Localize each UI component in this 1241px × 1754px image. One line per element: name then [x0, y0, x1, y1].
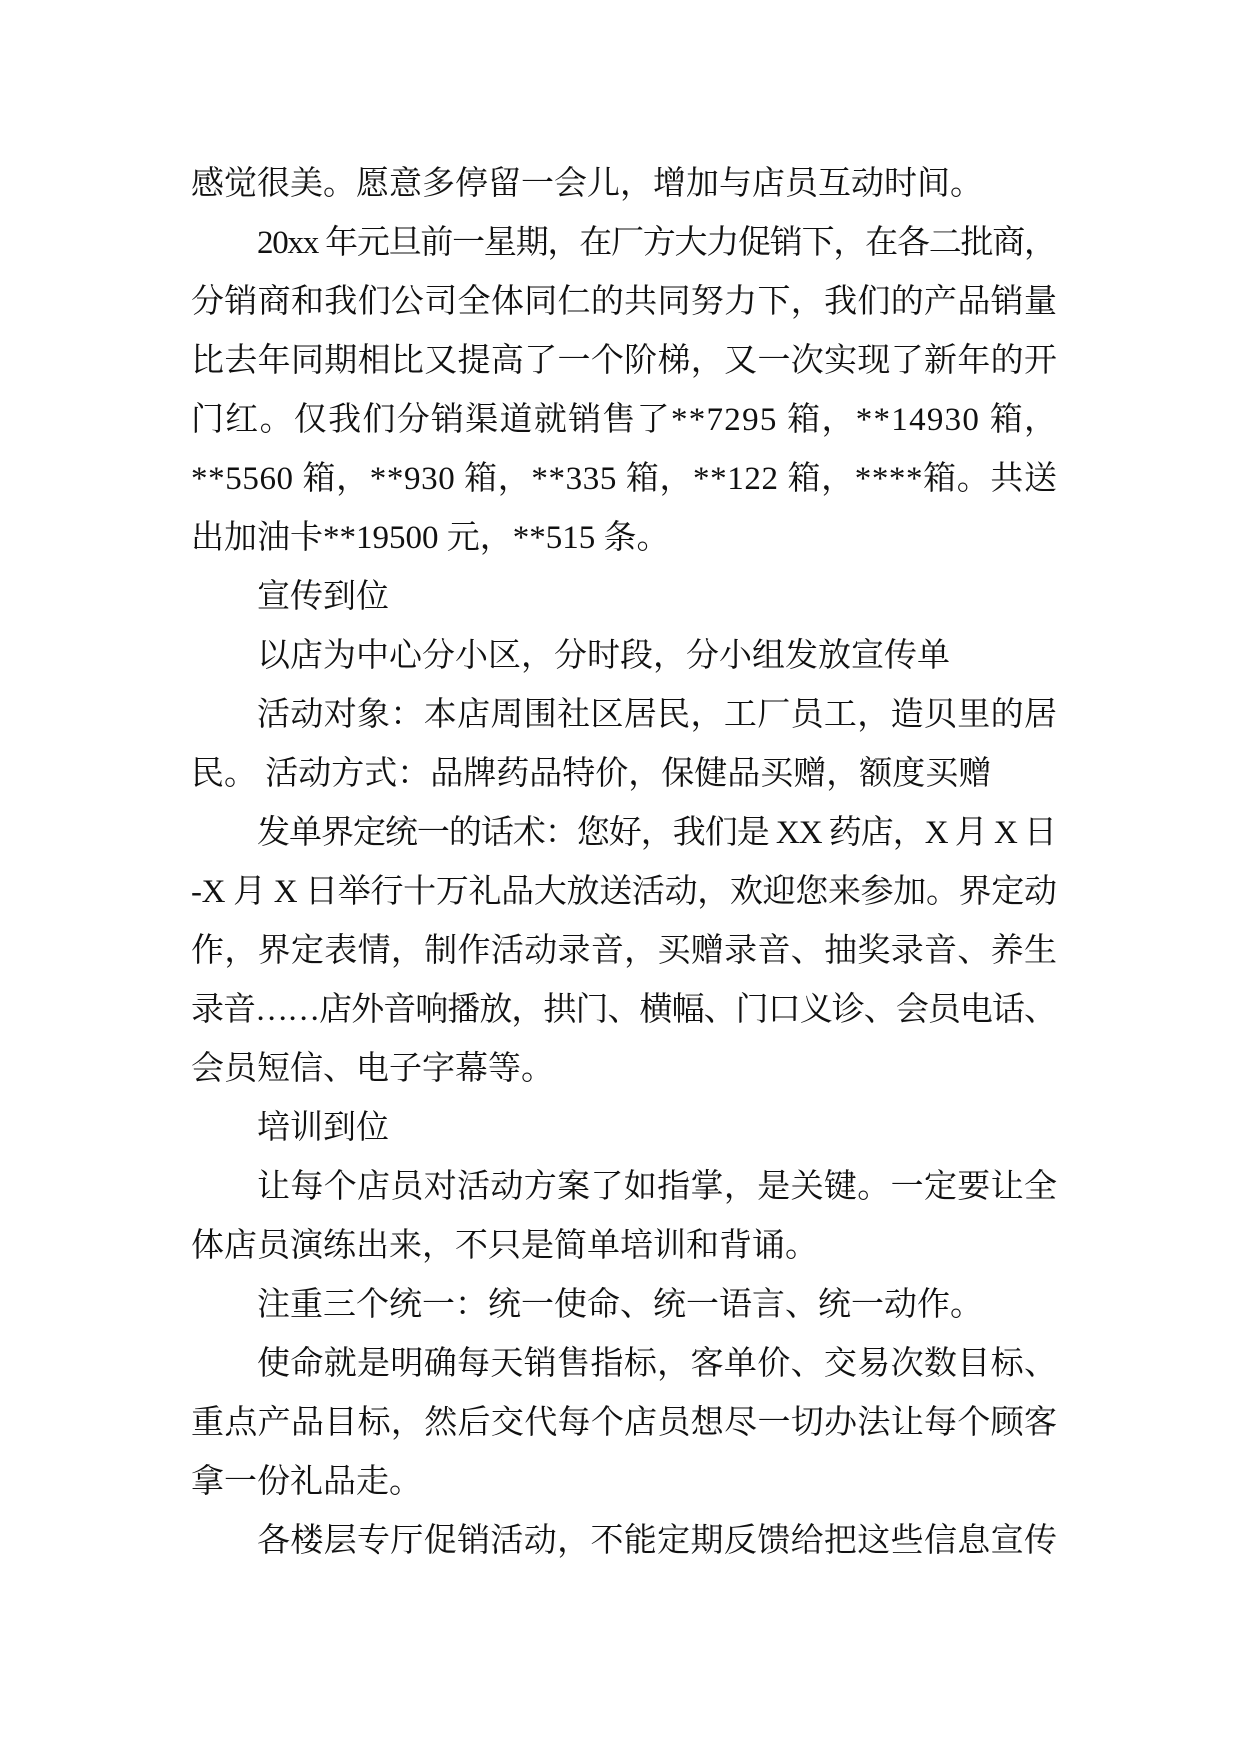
text-line: 民。 活动方式：品牌药品特价，保健品买赠，额度买赠	[191, 756, 992, 792]
text-line: 分销商和我们公司全体同仁的共同努力下，我们的产品销量	[191, 284, 1058, 320]
text-line: -X 月 X 日举行十万礼品大放送活动，欢迎您来参加。界定动	[191, 874, 1057, 910]
paragraph	[191, 804, 1057, 1099]
document-body	[191, 155, 1057, 1571]
text-line: 作，界定表情，制作活动录音，买赠录音、抽奖录音、养生	[191, 933, 1058, 969]
text-line: 发单界定统一的话术：您好，我们是 XX 药店，X 月 X 日	[257, 815, 1056, 851]
paragraph	[191, 1512, 1057, 1571]
text-line: 让每个店员对活动方案了如指掌，是关键。一定要让全	[257, 1169, 1058, 1205]
text-line: 各楼层专厅促销活动，不能定期反馈给把这些信息宣传	[257, 1523, 1058, 1559]
text-line: 门红。仅我们分销渠道就销售了**7295 箱，**14930 箱，	[191, 402, 1059, 438]
paragraph	[191, 1276, 1057, 1335]
text-line: 体店员演练出来，不只是简单培训和背诵。	[191, 1228, 818, 1264]
paragraph	[191, 1335, 1057, 1512]
text-line: 出加油卡**19500 元，**515 条。	[191, 520, 670, 556]
text-line: 感觉很美。愿意多停留一会儿，增加与店员互动时间。	[191, 166, 983, 202]
text-line: 注重三个统一：统一使命、统一语言、统一动作。	[257, 1287, 983, 1323]
text-line: 重点产品目标，然后交代每个店员想尽一切办法让每个顾客	[191, 1405, 1058, 1441]
heading-text: 培训到位	[257, 1110, 389, 1146]
paragraph	[191, 627, 1057, 686]
section-heading	[191, 1099, 1057, 1158]
text-line: 以店为中心分小区，分时段，分小组发放宣传单	[257, 638, 950, 674]
text-line: 活动对象：本店周围社区居民，工厂员工，造贝里的居	[257, 697, 1058, 733]
section-heading	[191, 568, 1057, 627]
text-line: 20xx 年元旦前一星期，在厂方大力促销下，在各二批商，	[257, 225, 1056, 261]
paragraph	[191, 155, 1057, 214]
text-line: **5560 箱，**930 箱，**335 箱，**122 箱，****箱。共送	[191, 461, 1058, 497]
paragraph	[191, 214, 1057, 568]
text-line: 使命就是明确每天销售指标，客单价、交易次数目标、	[257, 1346, 1058, 1382]
text-line: 拿一份礼品走。	[191, 1464, 422, 1500]
paragraph	[191, 1158, 1057, 1276]
text-line: 会员短信、电子字幕等。	[191, 1051, 554, 1087]
heading-text: 宣传到位	[257, 579, 389, 615]
paragraph	[191, 686, 1057, 804]
text-line: 比去年同期相比又提高了一个阶梯，又一次实现了新年的开	[191, 343, 1058, 379]
text-line: 录音……店外音响播放，拱门、横幅、门口义诊、会员电话、	[191, 992, 1057, 1028]
